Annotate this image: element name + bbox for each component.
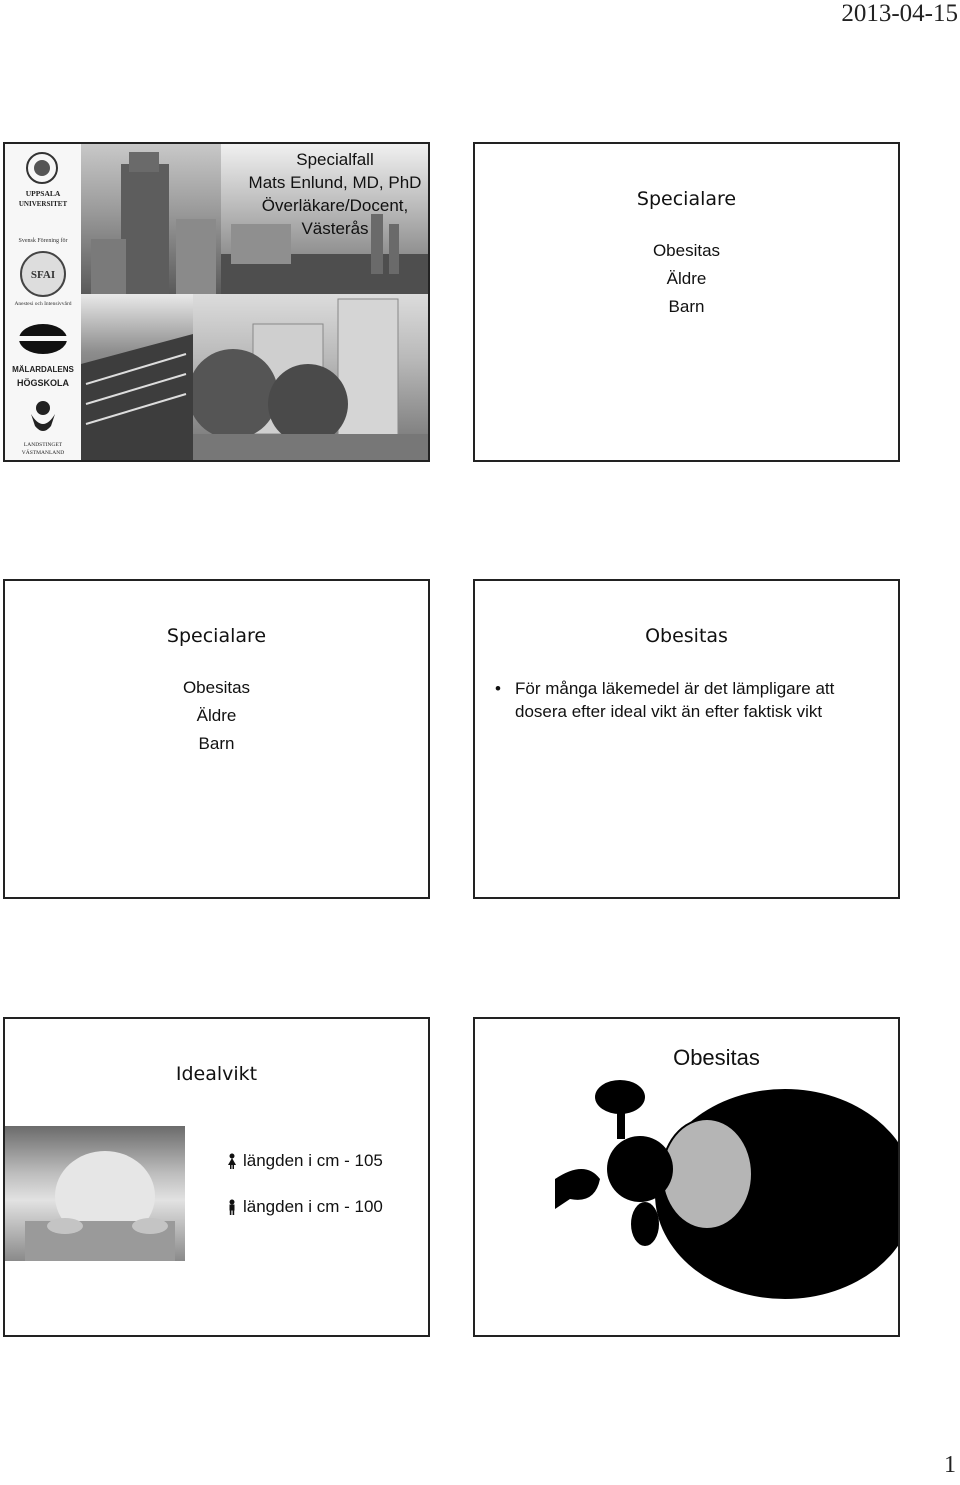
page-date: 2013-04-15 — [841, 0, 958, 27]
slide-3-list — [5, 674, 428, 758]
photo-tower-building — [81, 144, 221, 294]
slide-1-line-4: Västerås — [301, 219, 369, 238]
logo-sfai: SFAI — [30, 269, 56, 281]
brain-icon — [595, 1080, 645, 1114]
photo-hospital — [193, 294, 430, 460]
slide-4-bullet-text: För många läkemedel är det lämpligare att dosera efter ideal vikt än efter faktisk vikt — [515, 679, 835, 721]
logo-sfai-caption: Svensk Förening för — [18, 238, 68, 244]
slide-4 — [473, 579, 900, 899]
male-icon — [227, 1199, 237, 1215]
liver-icon — [555, 1169, 600, 1209]
logo-strip — [5, 144, 81, 460]
kidney-icon — [631, 1202, 659, 1246]
slide-1-line-2: Mats Enlund, MD, PhD — [248, 173, 422, 192]
slide-3-item: Barn — [198, 734, 235, 753]
slide-1 — [3, 142, 430, 462]
photo-marina — [81, 294, 193, 460]
slide-3-item: Obesitas — [182, 678, 251, 697]
slide-2-item: Äldre — [666, 269, 707, 288]
slide-1-line-3: Överläkare/Docent, — [261, 196, 409, 215]
lean-mass-shape — [662, 1119, 752, 1229]
slide-2-item: Obesitas — [652, 241, 721, 260]
logos-graphic — [5, 144, 81, 460]
logo-uppsala-2: UNIVERSITET — [18, 200, 68, 208]
slide-5 — [3, 1017, 430, 1337]
female-icon — [227, 1153, 237, 1169]
page-number: 1 — [944, 1452, 956, 1478]
slide-6 — [473, 1017, 900, 1337]
slide-1-title-block — [215, 148, 430, 240]
photo-obese-person — [5, 1126, 185, 1261]
bullet-dot-icon: • — [495, 679, 501, 698]
slide-3-title: Specialare — [166, 625, 267, 647]
logo-lt-2: VÄSTMANLAND — [21, 450, 65, 456]
slide-4-title: Obesitas — [645, 625, 728, 647]
formula-female-text: längden i cm - 105 — [243, 1151, 383, 1170]
slide-2-title: Specialare — [636, 188, 737, 210]
organ-heart-icon — [607, 1136, 673, 1202]
slide-2 — [473, 142, 900, 462]
logo-uppsala-1: UPPSALA — [25, 189, 61, 198]
formula-male-text: längden i cm - 100 — [243, 1197, 383, 1216]
slide-2-list — [475, 237, 898, 321]
logo-mdh-2: HÖGSKOLA — [16, 378, 70, 388]
slide-3-item: Äldre — [196, 706, 237, 725]
body-compartments-graphic — [475, 1019, 900, 1337]
slide-2-item: Barn — [668, 297, 705, 316]
slide-6-title: Obesitas — [673, 1045, 760, 1070]
logo-lt-1: LANDSTINGET — [23, 442, 63, 448]
formula-female — [227, 1151, 383, 1171]
slide-3 — [3, 579, 430, 899]
logo-sfai-sub: Anestesi och Intensivvård — [14, 301, 72, 307]
slide-5-title: Idealvikt — [175, 1063, 258, 1085]
formula-male — [227, 1197, 383, 1217]
logo-mdh-1: MÄLARDALENS — [12, 365, 74, 374]
slide-1-line-1: Specialfall — [296, 150, 374, 169]
